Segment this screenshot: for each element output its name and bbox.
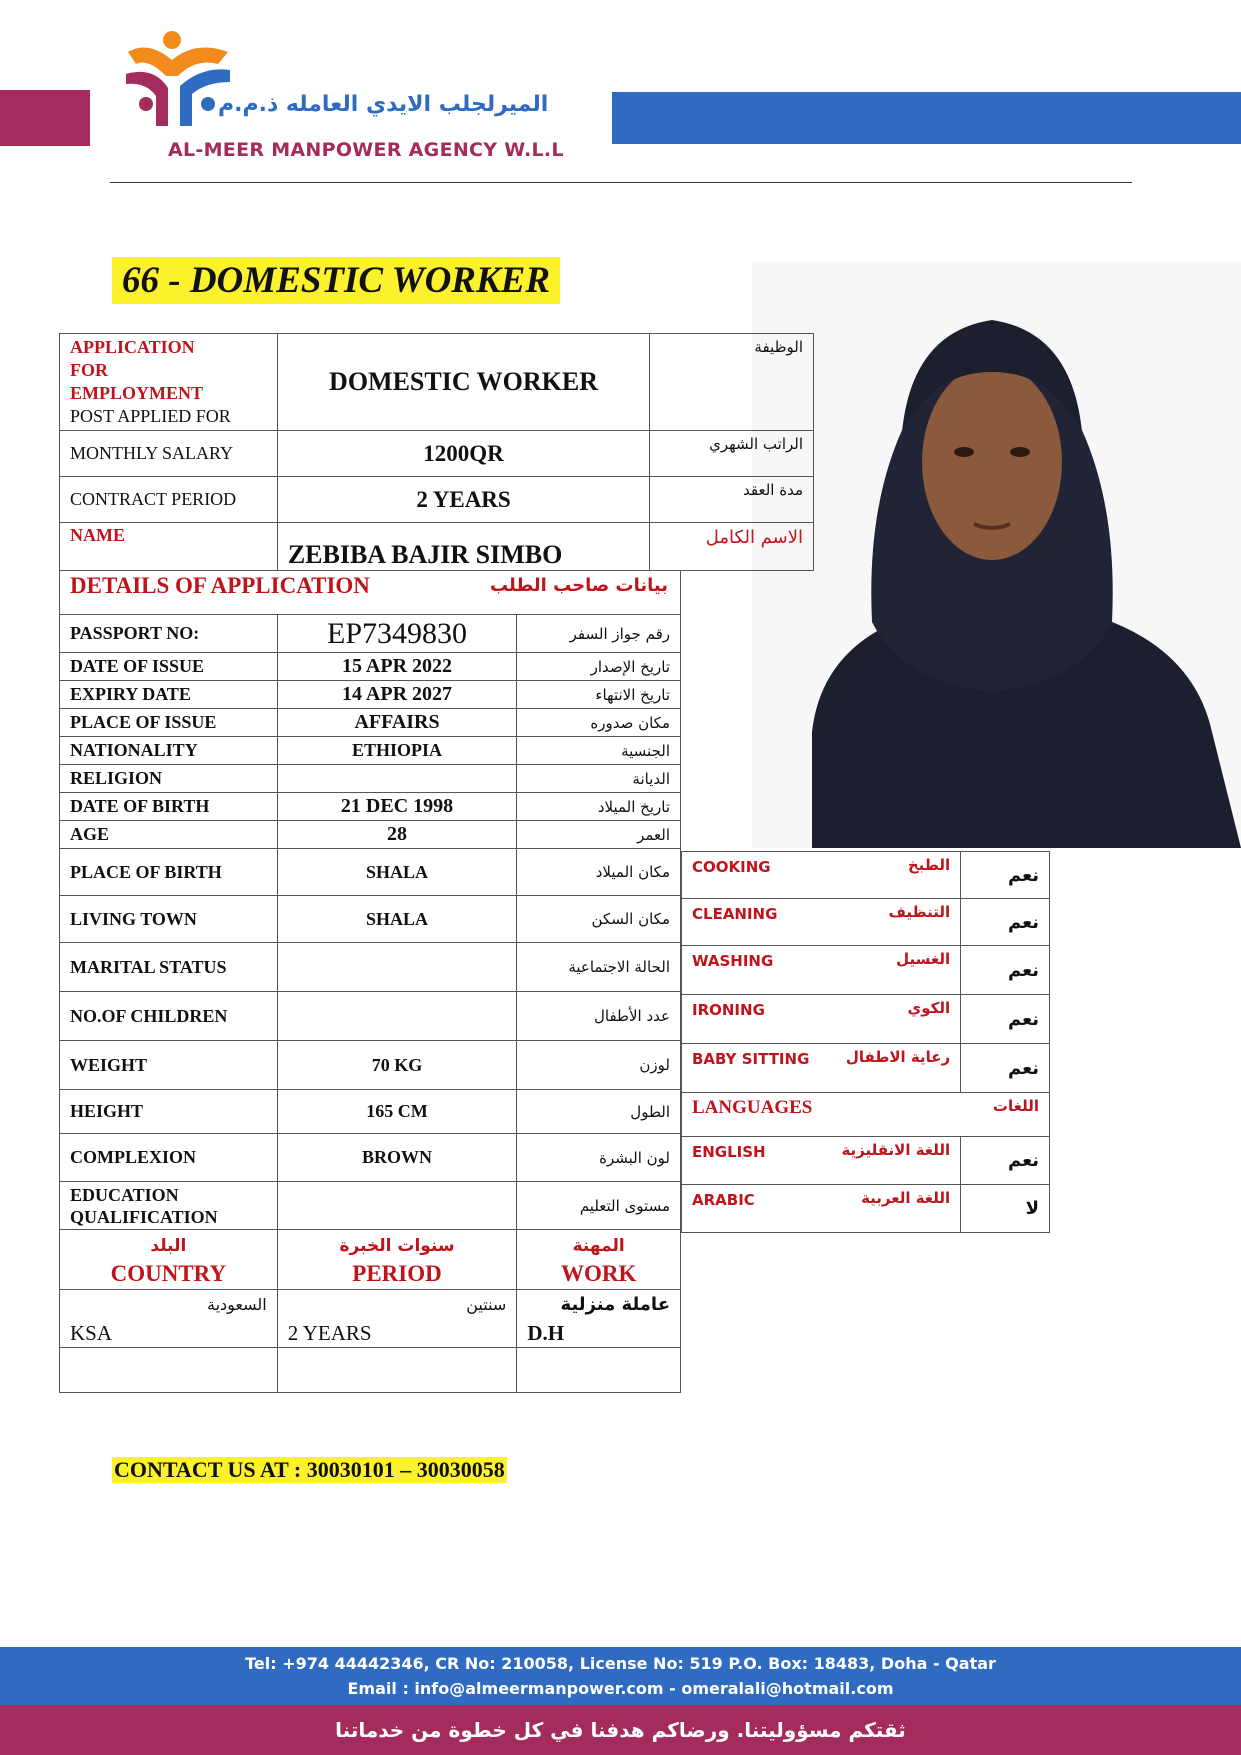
languages-heading-cell <box>682 1093 1050 1137</box>
skills-table <box>681 851 1050 1233</box>
application-label-1: APPLICATION <box>70 337 195 357</box>
skill-name: BABY SITTING <box>692 1050 810 1068</box>
experience-work: D.H <box>527 1320 565 1345</box>
skill-cell <box>682 1044 961 1093</box>
detail-row <box>60 1182 681 1230</box>
language-row <box>682 1185 1050 1233</box>
details-heading: DETAILS OF APPLICATION <box>70 573 370 598</box>
detail-label-ar: مستوى التعليم <box>517 1182 681 1230</box>
languages-heading-ar: اللغات <box>992 1097 1039 1115</box>
detail-label-ar: مكان السكن <box>517 896 681 943</box>
contact-numbers: CONTACT US AT : 30030101 – 30030058 <box>114 1457 505 1482</box>
detail-value: 165 CM <box>277 1090 517 1134</box>
application-summary-table <box>59 333 814 571</box>
post-applied-value: DOMESTIC WORKER <box>277 334 649 431</box>
empty-cell <box>60 1348 278 1393</box>
language-cell <box>682 1185 961 1233</box>
experience-country-ar: السعودية <box>207 1294 267 1314</box>
footer-info <box>0 1647 1241 1705</box>
detail-value <box>277 943 517 992</box>
detail-label: PASSPORT NO: <box>60 615 278 653</box>
detail-value <box>277 1182 517 1230</box>
detail-label-ar: مكان صدوره <box>517 709 681 737</box>
language-cell <box>682 1137 961 1185</box>
detail-label-ar: تاريخ الانتهاء <box>517 681 681 709</box>
skill-row <box>682 852 1050 899</box>
post-label-cell <box>60 334 278 431</box>
footer-slogan: ثقتكم مسؤوليتنا. ورضاكم هدفنا في كل خطوة من خدماتنا <box>0 1705 1241 1755</box>
detail-value: 70 KG <box>277 1041 517 1090</box>
skill-answer: نعم <box>961 946 1050 995</box>
detail-label: EDUCATION QUALIFICATION <box>60 1182 278 1230</box>
experience-country-cell <box>60 1290 278 1348</box>
skill-name-ar: الطبخ <box>907 856 951 874</box>
detail-value: BROWN <box>277 1134 517 1182</box>
detail-value: AFFAIRS <box>277 709 517 737</box>
footer-line-1: Tel: +974 44442346, CR No: 210058, License No: 519 P.O. Box: 18483, Doha - Qatar <box>245 1654 996 1673</box>
skill-cell <box>682 946 961 995</box>
detail-row <box>60 992 681 1041</box>
languages-heading-row <box>682 1093 1050 1137</box>
name-ar: الاسم الكامل <box>650 523 814 571</box>
detail-row <box>60 849 681 896</box>
skill-name: CLEANING <box>692 905 778 923</box>
detail-label-ar: الديانة <box>517 765 681 793</box>
details-heading-ar: بيانات صاحب الطلب <box>489 575 668 596</box>
salary-ar: الراتب الشهري <box>650 431 814 477</box>
detail-label: NATIONALITY <box>60 737 278 765</box>
detail-row <box>60 943 681 992</box>
empty-cell <box>517 1348 681 1393</box>
skill-name-ar: التنظيف <box>888 903 951 921</box>
skill-row <box>682 1044 1050 1093</box>
detail-label: LIVING TOWN <box>60 896 278 943</box>
detail-label: WEIGHT <box>60 1041 278 1090</box>
detail-value: SHALA <box>277 849 517 896</box>
skill-cell <box>682 995 961 1044</box>
skill-name-ar: الغسيل <box>896 950 951 968</box>
language-name-ar: اللغة الانقليزية <box>841 1141 951 1159</box>
skill-name: IRONING <box>692 1001 765 1019</box>
detail-label-ar: الطول <box>517 1090 681 1134</box>
skill-row <box>682 995 1050 1044</box>
experience-period-cell <box>277 1290 517 1348</box>
detail-row <box>60 681 681 709</box>
language-answer: نعم <box>961 1137 1050 1185</box>
experience-row <box>60 1290 681 1348</box>
detail-row <box>60 793 681 821</box>
detail-value: SHALA <box>277 896 517 943</box>
detail-value <box>277 992 517 1041</box>
agency-name-arabic: الميرلجلب الايدي العامله ذ.م.م <box>218 92 549 117</box>
detail-value: 14 APR 2027 <box>277 681 517 709</box>
passport-number: EP7349830 <box>277 615 517 653</box>
experience-work-cell <box>517 1290 681 1348</box>
skill-name: WASHING <box>692 952 774 970</box>
detail-label-ar: تاريخ الإصدار <box>517 653 681 681</box>
skill-answer: نعم <box>961 1044 1050 1093</box>
detail-row <box>60 1090 681 1134</box>
detail-row <box>60 737 681 765</box>
skill-name-ar: رعاية الاطفال <box>845 1048 951 1066</box>
detail-row <box>60 1041 681 1090</box>
agency-name-english: AL-MEER MANPOWER AGENCY W.L.L <box>168 139 564 161</box>
language-name: ENGLISH <box>692 1143 766 1161</box>
work-header: WORK <box>560 1260 637 1286</box>
detail-value <box>277 765 517 793</box>
language-name-ar: اللغة العربية <box>861 1189 951 1207</box>
detail-row <box>60 709 681 737</box>
detail-label: AGE <box>60 821 278 849</box>
contract-label: CONTRACT PERIOD <box>60 477 278 523</box>
detail-label-ar: العمر <box>517 821 681 849</box>
experience-work-ar: عاملة منزلية <box>560 1293 670 1315</box>
detail-label: MARITAL STATUS <box>60 943 278 992</box>
detail-label: RELIGION <box>60 765 278 793</box>
experience-work-header <box>517 1230 681 1290</box>
detail-value: 28 <box>277 821 517 849</box>
detail-row <box>60 1134 681 1182</box>
application-label-3: EMPLOYMENT <box>70 383 203 403</box>
page-title: 66 - DOMESTIC WORKER <box>112 257 560 304</box>
detail-label: EXPIRY DATE <box>60 681 278 709</box>
detail-label-ar: رقم جواز السفر <box>517 615 681 653</box>
footer-line-2: Email : info@almeermanpower.com - omeralali@hotmail.com <box>347 1679 894 1698</box>
detail-label-ar: مكان الميلاد <box>517 849 681 896</box>
detail-row <box>60 821 681 849</box>
experience-period-header <box>277 1230 517 1290</box>
empty-cell <box>277 1348 517 1393</box>
languages-heading: LANGUAGES <box>692 1097 813 1118</box>
experience-period: 2 YEARS <box>287 1320 372 1345</box>
skill-cell <box>682 852 961 899</box>
skill-row <box>682 899 1050 946</box>
experience-empty-row <box>60 1348 681 1393</box>
language-answer: لا <box>961 1185 1050 1233</box>
header-divider <box>110 182 1132 183</box>
detail-value: ETHIOPIA <box>277 737 517 765</box>
period-header: PERIOD <box>352 1260 442 1286</box>
experience-country: KSA <box>70 1320 113 1345</box>
salary-value: 1200QR <box>277 431 649 477</box>
detail-label: DATE OF ISSUE <box>60 653 278 681</box>
detail-row <box>60 615 681 653</box>
detail-row <box>60 896 681 943</box>
detail-row <box>60 765 681 793</box>
detail-label: NO.OF CHILDREN <box>60 992 278 1041</box>
skill-answer: نعم <box>961 995 1050 1044</box>
experience-period-ar: سنتين <box>466 1294 507 1314</box>
detail-label-ar: تاريخ الميلاد <box>517 793 681 821</box>
contract-row <box>60 477 814 523</box>
details-table <box>59 570 681 1393</box>
header-band-right <box>612 92 1241 144</box>
applicant-photo <box>752 262 1241 848</box>
detail-label: PLACE OF ISSUE <box>60 709 278 737</box>
skill-name-ar: الكوي <box>907 999 951 1017</box>
contract-value: 2 YEARS <box>277 477 649 523</box>
contract-ar: مدة العقد <box>650 477 814 523</box>
details-heading-row <box>60 571 681 615</box>
detail-label-ar: عدد الأطفال <box>517 992 681 1041</box>
name-label: NAME <box>60 523 278 571</box>
country-header: COUNTRY <box>110 1260 227 1286</box>
skill-row <box>682 946 1050 995</box>
detail-label-ar: الجنسية <box>517 737 681 765</box>
experience-country-header <box>60 1230 278 1290</box>
skill-answer: نعم <box>961 899 1050 946</box>
country-header-ar: البلد <box>150 1235 187 1256</box>
language-row <box>682 1137 1050 1185</box>
salary-label: MONTHLY SALARY <box>60 431 278 477</box>
detail-label: PLACE OF BIRTH <box>60 849 278 896</box>
name-row <box>60 523 814 571</box>
detail-label: DATE OF BIRTH <box>60 793 278 821</box>
detail-row <box>60 653 681 681</box>
language-name: ARABIC <box>692 1191 755 1209</box>
period-header-ar: سنوات الخبرة <box>339 1235 455 1256</box>
work-header-ar: المهنة <box>572 1235 625 1256</box>
salary-row <box>60 431 814 477</box>
name-value: ZEBIBA BAJIR SIMBO <box>277 523 649 571</box>
detail-label: HEIGHT <box>60 1090 278 1134</box>
skill-name: COOKING <box>692 858 771 876</box>
header-band-left <box>0 90 90 146</box>
skill-cell <box>682 899 961 946</box>
skill-answer: نعم <box>961 852 1050 899</box>
post-applied-label: POST APPLIED FOR <box>70 406 231 426</box>
detail-label: COMPLEXION <box>60 1134 278 1182</box>
experience-header-row <box>60 1230 681 1290</box>
detail-value: 15 APR 2022 <box>277 653 517 681</box>
detail-value: 21 DEC 1998 <box>277 793 517 821</box>
application-label-2: FOR <box>70 360 108 380</box>
detail-label-ar: لون البشرة <box>517 1134 681 1182</box>
details-heading-cell <box>60 571 681 615</box>
post-applied-row <box>60 334 814 431</box>
detail-label-ar: لوزن <box>517 1041 681 1090</box>
detail-label-ar: الحالة الاجتماعية <box>517 943 681 992</box>
post-applied-ar: الوظيفة <box>650 334 814 431</box>
